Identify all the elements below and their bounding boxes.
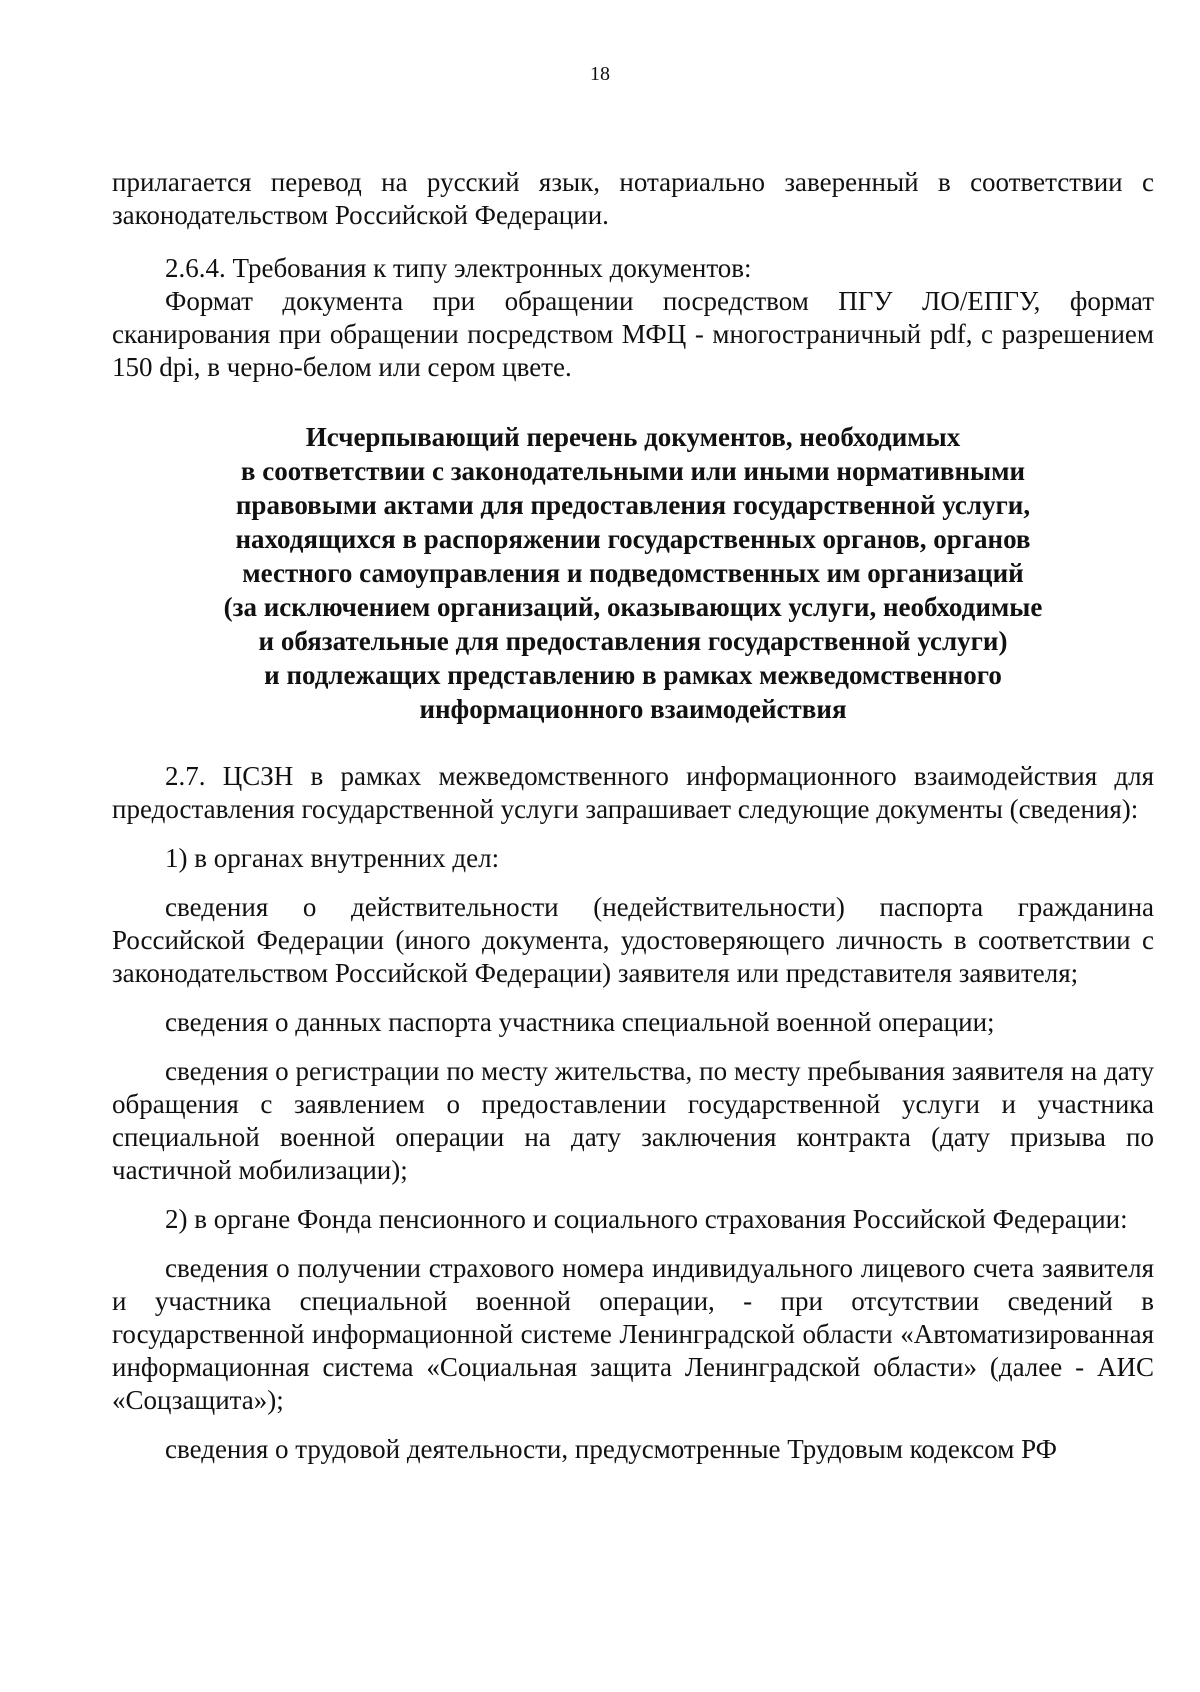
paragraph-internal-affairs: 1) в органах внутренних дел: — [165, 843, 500, 873]
paragraph-2-7: 2.7. ЦСЗН в рамках межведомственного информационного взаимодействия для предоставления государственной услуги запрашивает следующие документы (сведения): — [112, 761, 1154, 824]
section-heading — [112, 420, 1154, 726]
document-body — [112, 166, 1154, 1466]
heading-line: правовыми актами для предоставления государственной услуги, — [235, 490, 1031, 520]
paragraph-labor-activity: сведения о трудовой деятельности, предусмотренные Трудовым кодексом РФ — [165, 1434, 1057, 1464]
heading-line: находящихся в распоряжении государственных органов, органов — [235, 524, 1031, 554]
heading-line: и подлежащих представлению в рамках межведомственного — [264, 660, 1002, 690]
paragraph-translation-note: прилагается перевод на русский язык, нотариально заверенный в соответствии с законодательством Российской Федерации. — [112, 167, 1154, 230]
heading-line: и обязательные для предоставления государственной услуги) — [258, 626, 1008, 656]
heading-line: местного самоуправления и подведомственных им организаций — [242, 558, 1024, 588]
heading-line: информационного взаимодействия — [419, 694, 847, 724]
paragraph-passport-data: сведения о данных паспорта участника специальной военной операции; — [165, 1007, 995, 1037]
paragraph-insurance-number: сведения о получении страхового номера индивидуального лицевого счета заявителя и участника специальной военной операции, - при отсутствии сведений в государственной информационной системе Ленинградской области «Автоматизированная информационная система «Социальная защита Ленинградской области» (далее - АИС «Соцзащита»); — [112, 1253, 1154, 1415]
heading-line: Исчерпывающий перечень документов, необходимых — [305, 422, 961, 452]
paragraph-passport-validity: сведения о действительности (недействительности) паспорта гражданина Российской Федерации (иного документа, удостоверяющего личность в соответствии с законодательством Российской Федерации) заявителя или представителя заявителя; — [112, 892, 1154, 988]
paragraph-pension-fund: 2) в органе Фонда пенсионного и социального страхования Российской Федерации: — [165, 1204, 1128, 1234]
paragraph-format-requirements: Формат документа при обращении посредством ПГУ ЛО/ЕПГУ, формат сканирования при обращении посредством МФЦ - многостраничный pdf, с разрешением 150 dpi, в черно-белом или сером цвете. — [112, 286, 1154, 382]
heading-line: (за исключением организаций, оказывающих услуги, необходимые — [223, 592, 1043, 622]
page-number: 18 — [590, 63, 610, 85]
paragraph-registration: сведения о регистрации по месту жительства, по месту пребывания заявителя на дату обращения с заявлением о предоставлении государственной услуги и участника специальной военной операции на дату заключения контракта (дату призыва по частичной мобилизации); — [112, 1056, 1154, 1185]
heading-line: в соответствии с законодательными или иными нормативными — [240, 456, 1026, 486]
paragraph-2-6-4-title: 2.6.4. Требования к типу электронных документов: — [165, 253, 752, 283]
